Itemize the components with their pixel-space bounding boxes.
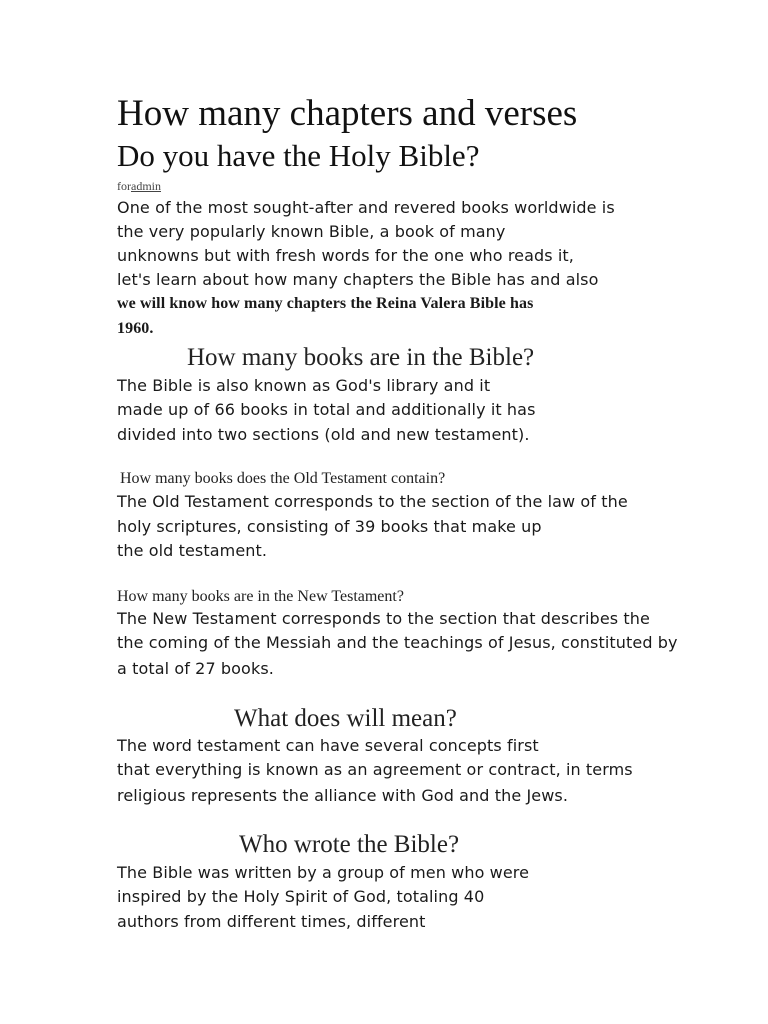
will-mean-line-2: that everything is known as an agreement or contract, in terms [117, 760, 633, 779]
old-testament-line-2: holy scriptures, consisting of 39 books that make up [117, 517, 542, 536]
intro-line-4: let's learn about how many chapters the Bible has and also [117, 270, 599, 289]
who-wrote-line-3: authors from different times, different [117, 912, 426, 931]
books-line-1: The Bible is also known as God's library and it [117, 376, 491, 395]
will-mean-line-3: religious represents the alliance with God and the Jews. [117, 786, 569, 805]
byline [117, 178, 167, 194]
who-wrote-line-2: inspired by the Holy Spirit of God, totaling 40 [117, 887, 485, 906]
intro-line-3: unknowns but with fresh words for the one who reads it, [117, 246, 574, 265]
section-heading-new-testament: How many books are in the New Testament? [117, 588, 404, 605]
section-heading-who-wrote: Who wrote the Bible? [239, 831, 460, 858]
new-testament-line-3: a total of 27 books. [117, 659, 274, 678]
section-heading-will-mean: What does will mean? [234, 705, 457, 732]
intro-line-1: One of the most sought-after and revered books worldwide is [117, 198, 615, 217]
page-title: How many chapters and verses [117, 93, 578, 134]
books-line-3: divided into two sections (old and new testament). [117, 425, 530, 444]
author-link[interactable]: admin [131, 179, 161, 193]
old-testament-line-3: the old testament. [117, 541, 268, 560]
byline-prefix: for [117, 179, 131, 193]
section-heading-books: How many books are in the Bible? [187, 344, 535, 371]
page-subtitle: Do you have the Holy Bible? [117, 138, 480, 173]
will-mean-line-1: The word testament can have several concepts first [117, 736, 539, 755]
intro-bold-line-1: we will know how many chapters the Reina Valera Bible has [117, 295, 534, 312]
intro-bold-line-2: 1960. [117, 320, 154, 337]
old-testament-line-1: The Old Testament corresponds to the section of the law of the [117, 492, 628, 511]
who-wrote-line-1: The Bible was written by a group of men who were [117, 863, 530, 882]
intro-line-2: the very popularly known Bible, a book of many [117, 222, 506, 241]
new-testament-line-1: The New Testament corresponds to the section that describes the [117, 609, 650, 628]
new-testament-line-2: the coming of the Messiah and the teachings of Jesus, constituted by [117, 633, 678, 652]
books-line-2: made up of 66 books in total and additionally it has [117, 400, 536, 419]
section-heading-old-testament: How many books does the Old Testament contain? [120, 470, 446, 487]
